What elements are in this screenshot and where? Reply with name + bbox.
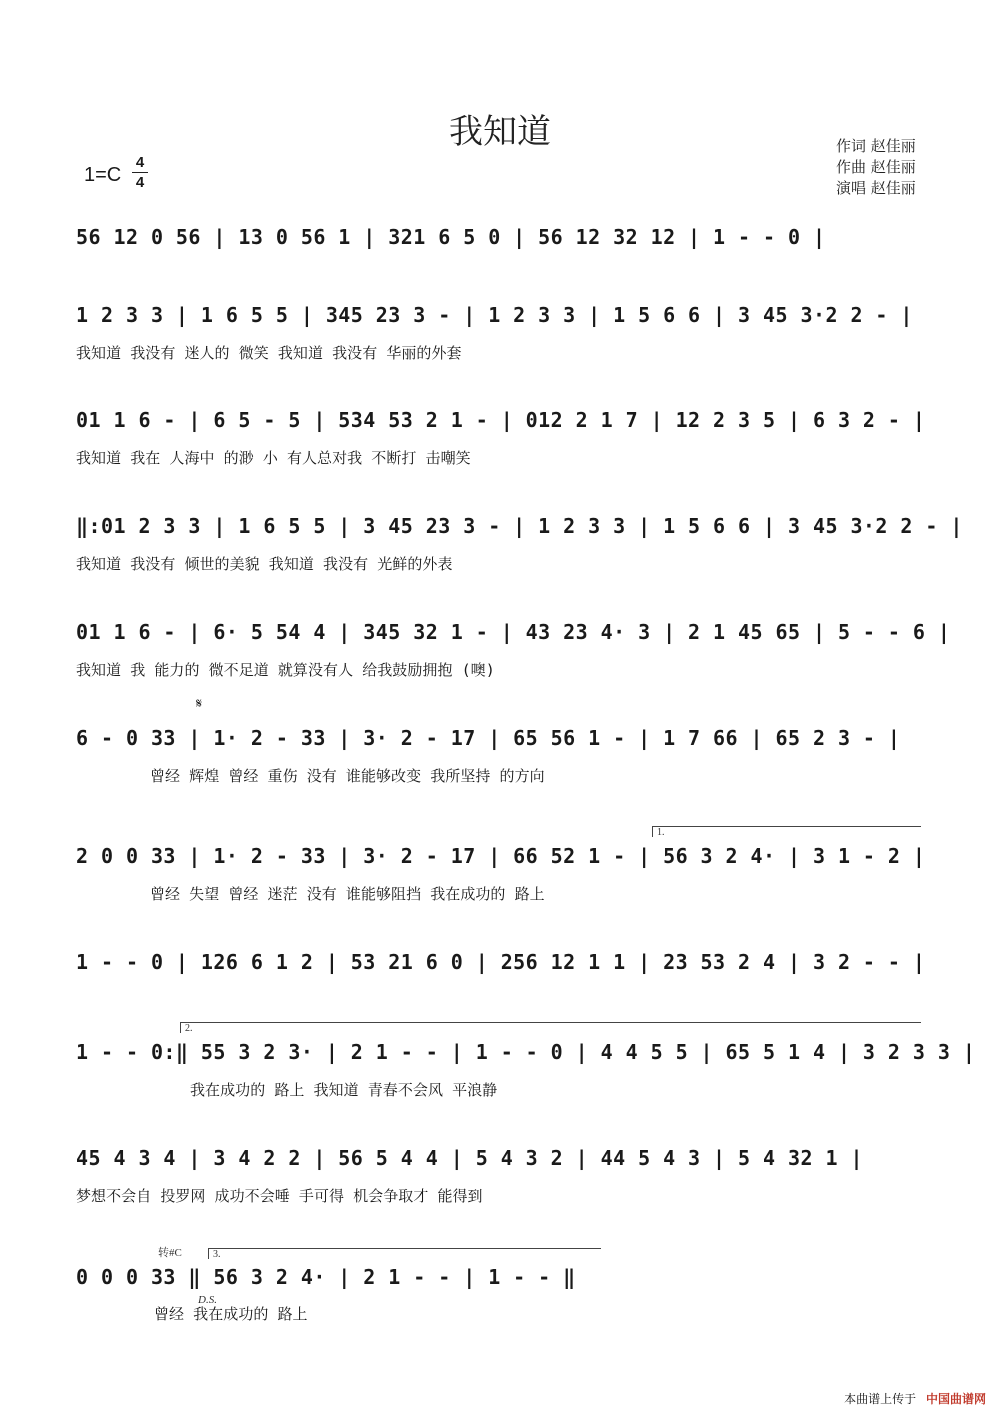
footer <box>844 1390 986 1407</box>
system-11-lyrics: 曾经 我在成功的 路上 <box>154 1305 308 1323</box>
system-9-lyrics-row <box>0 1079 1000 1119</box>
system-6-notes: 6 - 0 33 | 1· 2 - 33 | 3· 2 - 17 | 65 56 1 - | 1 7 66 | 65 2 3 - | <box>76 726 901 750</box>
singer-credit: 演唱 赵佳丽 <box>836 179 916 197</box>
volta-1 <box>652 826 921 837</box>
system-9 <box>0 1037 1000 1077</box>
system-2-lyrics: 我知道 我没有 迷人的 微笑 我知道 我没有 华丽的外套 <box>76 344 462 362</box>
system-3 <box>0 405 1000 445</box>
system-10 <box>0 1143 1000 1183</box>
system-2-lyrics-row <box>0 342 1000 382</box>
key-change-mark: 转#C <box>158 1247 182 1259</box>
system-4-lyrics: 我知道 我没有 倾世的美貌 我知道 我没有 光鲜的外表 <box>76 555 453 573</box>
system-1-notes: 56 12 0 56 | 13 0 56 1 | 321 6 5 0 | 56 12 32 12 | 1 - - 0 | <box>76 225 826 249</box>
system-11-lyrics-row <box>0 1303 1000 1343</box>
system-9-notes: 1 - - 0:‖ 55 3 2 3· | 2 1 - - | 1 - - 0 | 4 4 5 5 | 65 5 1 4 | 3 2 3 3 | <box>76 1040 976 1064</box>
system-8-notes: 1 - - 0 | 126 6 1 2 | 53 21 6 0 | 256 12 1 1 | 23 53 2 4 | 3 2 - - | <box>76 950 926 974</box>
volta-1-label: 1. <box>657 827 665 838</box>
key-signature: 1=C <box>84 164 122 186</box>
site-logo[interactable]: 中国曲谱网 <box>925 1392 986 1406</box>
system-5-lyrics: 我知道 我 能力的 微不足道 就算没有人 给我鼓励拥抱 (噢) <box>76 661 495 679</box>
footer-text: 本曲谱上传于 <box>844 1392 917 1406</box>
system-7 <box>0 841 1000 881</box>
time-signature-top: 4 <box>135 154 145 171</box>
system-5-lyrics-row <box>0 659 1000 699</box>
lyricist-credit: 作词 赵佳丽 <box>836 137 916 155</box>
volta-2-label: 2. <box>185 1023 193 1034</box>
system-8 <box>0 947 1000 987</box>
volta-2 <box>180 1022 921 1033</box>
credits <box>836 136 916 199</box>
system-1 <box>0 222 1000 262</box>
system-3-lyrics-row <box>0 447 1000 487</box>
system-2-notes: 1 2 3 3 | 1 6 5 5 | 345 23 3 - | 1 2 3 3 | 1 5 6 6 | 3 45 3·2 2 - | <box>76 303 913 327</box>
time-signature-bottom: 4 <box>132 172 148 192</box>
segno-icon: 𝄋 <box>196 696 203 712</box>
system-6 <box>0 723 1000 763</box>
system-10-lyrics: 梦想不会自 投罗网 成功不会唾 手可得 机会争取才 能得到 <box>76 1187 483 1205</box>
system-6-lyrics: 曾经 辉煌 曾经 重伤 没有 谁能够改变 我所坚持 的方向 <box>150 767 545 785</box>
time-signature <box>132 153 148 192</box>
system-11 <box>0 1262 1000 1302</box>
system-7-notes: 2 0 0 33 | 1· 2 - 33 | 3· 2 - 17 | 66 52 1 - | 56 3 2 4· | 3 1 - 2 | <box>76 844 926 868</box>
system-4-notes: ‖:01 2 3 3 | 1 6 5 5 | 3 45 23 3 - | 1 2 3 3 | 1 5 6 6 | 3 45 3·2 2 - | <box>76 514 963 538</box>
system-2 <box>0 300 1000 340</box>
ds-mark: D.S. <box>198 1294 217 1306</box>
composer-credit: 作曲 赵佳丽 <box>836 158 916 176</box>
system-7-lyrics: 曾经 失望 曾经 迷茫 没有 谁能够阻挡 我在成功的 路上 <box>150 885 545 903</box>
system-3-lyrics: 我知道 我在 人海中 的渺 小 有人总对我 不断打 击嘲笑 <box>76 449 471 467</box>
system-4 <box>0 511 1000 551</box>
system-5 <box>0 617 1000 657</box>
system-9-lyrics: 我在成功的 路上 我知道 青春不会风 平浪静 <box>190 1081 498 1099</box>
system-3-notes: 01 1 6 - | 6 5 - 5 | 534 53 2 1 - | 012 2 1 7 | 12 2 3 5 | 6 3 2 - | <box>76 408 926 432</box>
volta-3 <box>208 1248 601 1259</box>
system-10-lyrics-row <box>0 1185 1000 1225</box>
volta-3-label: 3. <box>213 1249 221 1260</box>
system-6-lyrics-row <box>0 765 1000 805</box>
system-10-notes: 45 4 3 4 | 3 4 2 2 | 56 5 4 4 | 5 4 3 2 | 44 5 4 3 | 5 4 32 1 | <box>76 1146 863 1170</box>
system-11-notes: 0 0 0 33 ‖ 56 3 2 4· | 2 1 - - | 1 - - ‖ <box>76 1265 576 1289</box>
system-5-notes: 01 1 6 - | 6· 5 54 4 | 345 32 1 - | 43 23 4· 3 | 2 1 45 65 | 5 - - 6 | <box>76 620 951 644</box>
page-title: 我知道 <box>449 112 551 152</box>
system-4-lyrics-row <box>0 553 1000 593</box>
system-7-lyrics-row <box>0 883 1000 923</box>
